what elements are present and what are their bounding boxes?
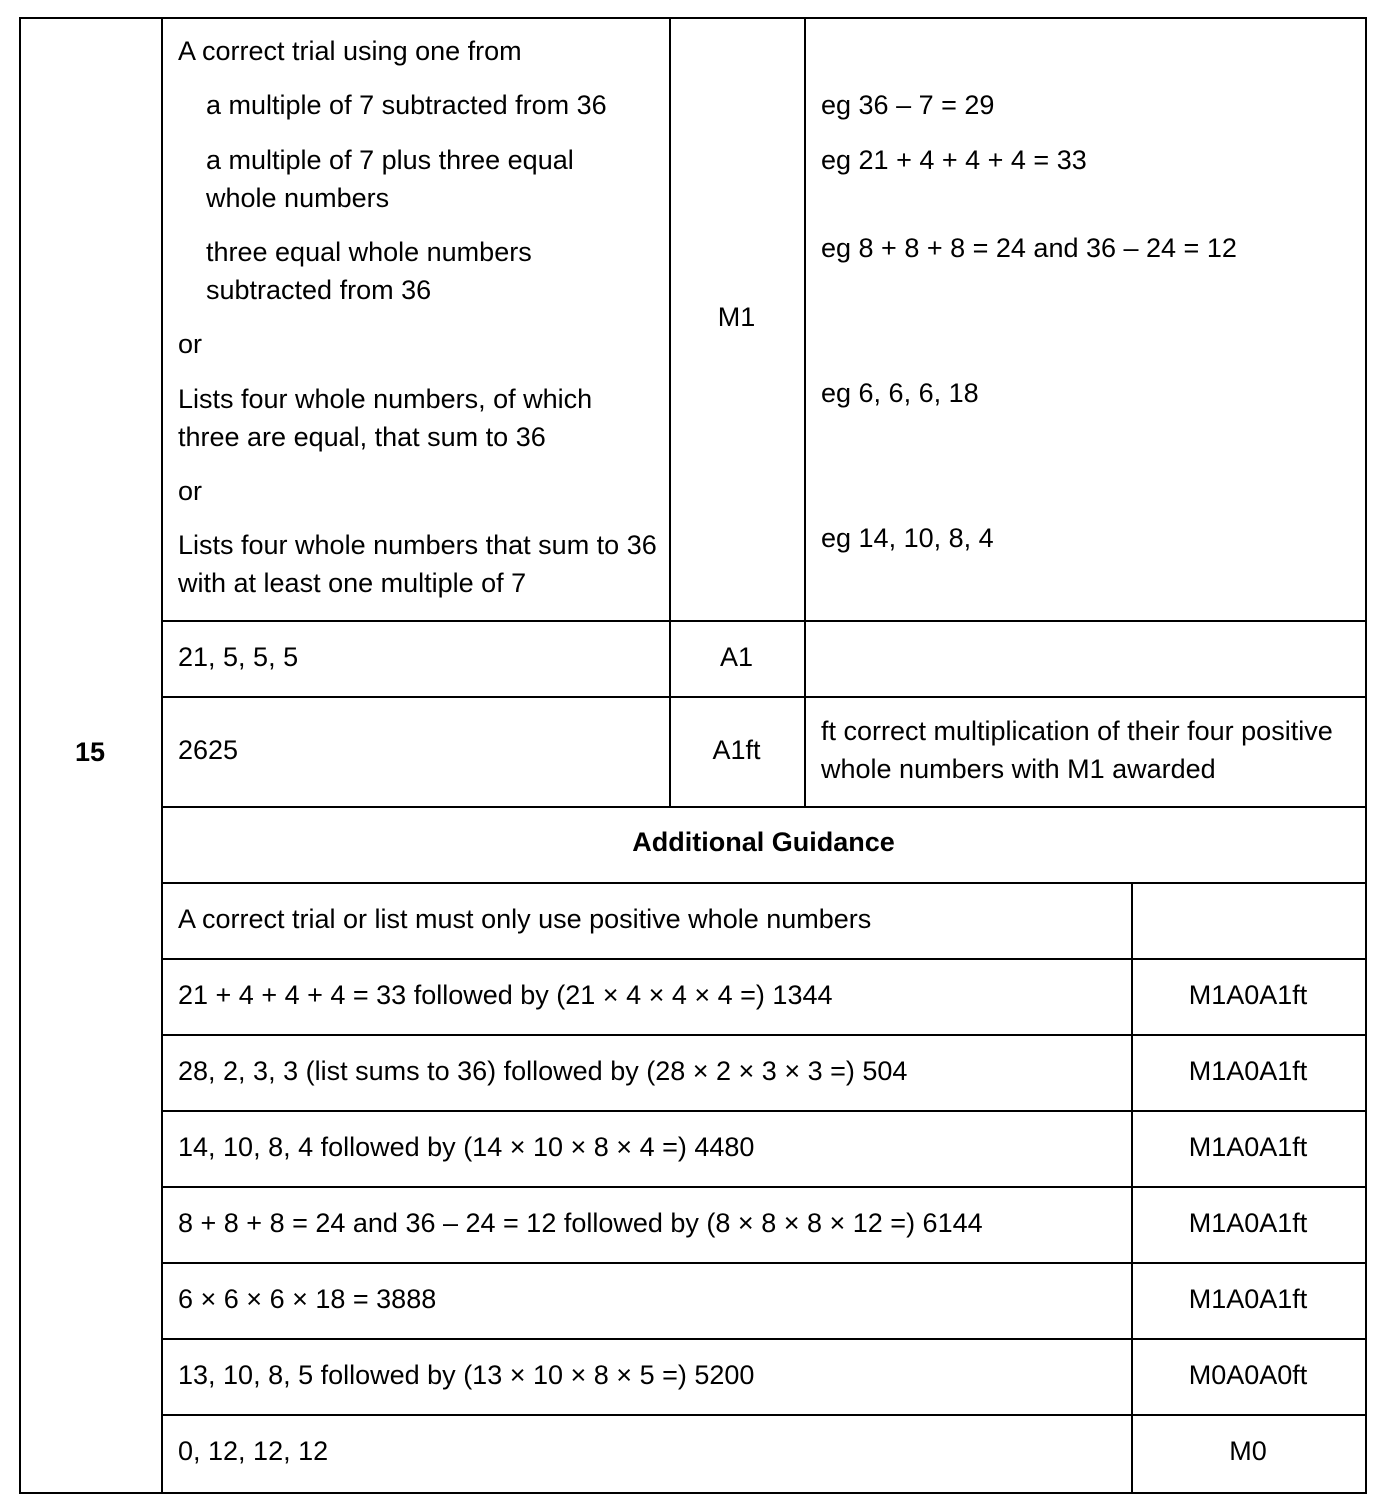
mark-label: A1ft (712, 735, 761, 765)
row-divider (161, 1414, 1366, 1416)
answer-text: 21, 5, 5, 5 (178, 642, 299, 672)
guidance-text: 8 + 8 + 8 = 24 and 36 – 24 = 12 followed by (8 × 8 × 8 × 12 =) 6144 (178, 1208, 983, 1238)
row-divider (161, 958, 1366, 960)
answer-text: 2625 (178, 735, 239, 765)
guidance-mark: M0 (1229, 1436, 1267, 1466)
row-divider (161, 696, 1366, 698)
method-intro: A correct trial using one from (178, 36, 522, 66)
guidance-mark: M1A0A1ft (1188, 1208, 1308, 1238)
comment-column-divider (804, 17, 806, 807)
method-list-condition: Lists four whole numbers, of which three are equal, that sum to 36 (178, 384, 593, 452)
table-border-right (1365, 17, 1367, 1494)
guidance-column-divider (1131, 883, 1133, 1494)
row-divider (161, 1186, 1366, 1188)
mark-column-divider (669, 17, 671, 807)
question-column-divider (161, 17, 163, 1494)
row-divider (161, 620, 1366, 622)
row-divider (161, 1338, 1366, 1340)
question-number: 15 (74, 737, 106, 767)
or-separator: or (178, 476, 203, 506)
guidance-mark: M1A0A1ft (1188, 980, 1308, 1010)
example-text: eg 36 – 7 = 29 (821, 90, 995, 120)
row-divider (161, 1262, 1366, 1264)
example-text: eg 21 + 4 + 4 + 4 = 33 (821, 145, 1087, 175)
guidance-heading: Additional Guidance (632, 827, 895, 857)
table-border-top (19, 17, 1366, 19)
table-border-bottom (19, 1492, 1366, 1494)
example-text: eg 6, 6, 6, 18 (821, 378, 979, 408)
guidance-mark: M1A0A1ft (1188, 1284, 1308, 1314)
mark-label: A1 (719, 642, 754, 672)
guidance-text: 0, 12, 12, 12 (178, 1436, 329, 1466)
or-separator: or (178, 329, 203, 359)
method-list-condition: Lists four whole numbers that sum to 36 with at least one multiple of 7 (178, 530, 657, 598)
example-text: eg 14, 10, 8, 4 (821, 523, 994, 553)
example-text: eg 8 + 8 + 8 = 24 and 36 – 24 = 12 (821, 233, 1237, 263)
guidance-mark: M1A0A1ft (1188, 1056, 1308, 1086)
guidance-text: A correct trial or list must only use positive whole numbers (178, 904, 872, 934)
guidance-text: 14, 10, 8, 4 followed by (14 × 10 × 8 × 4 =) 4480 (178, 1132, 755, 1162)
guidance-mark: M1A0A1ft (1188, 1132, 1308, 1162)
guidance-text: 6 × 6 × 6 × 18 = 3888 (178, 1284, 437, 1314)
guidance-text: 13, 10, 8, 5 followed by (13 × 10 × 8 × 5 =) 5200 (178, 1360, 755, 1390)
answer-comment: ft correct multiplication of their four positive whole numbers with M1 awarded (821, 716, 1333, 784)
row-divider (161, 806, 1366, 808)
row-divider (161, 882, 1366, 884)
guidance-text: 21 + 4 + 4 + 4 = 33 followed by (21 × 4 × 4 × 4 =) 1344 (178, 980, 833, 1010)
method-option: three equal whole numbers subtracted from 36 (206, 237, 532, 305)
row-divider (161, 1110, 1366, 1112)
method-option: a multiple of 7 plus three equal whole numbers (206, 145, 574, 213)
guidance-text: 28, 2, 3, 3 (list sums to 36) followed by (28 × 2 × 3 × 3 =) 504 (178, 1056, 908, 1086)
method-option: a multiple of 7 subtracted from 36 (206, 90, 607, 120)
row-divider (161, 1034, 1366, 1036)
mark-label: M1 (717, 302, 756, 332)
guidance-mark: M0A0A0ft (1188, 1360, 1308, 1390)
